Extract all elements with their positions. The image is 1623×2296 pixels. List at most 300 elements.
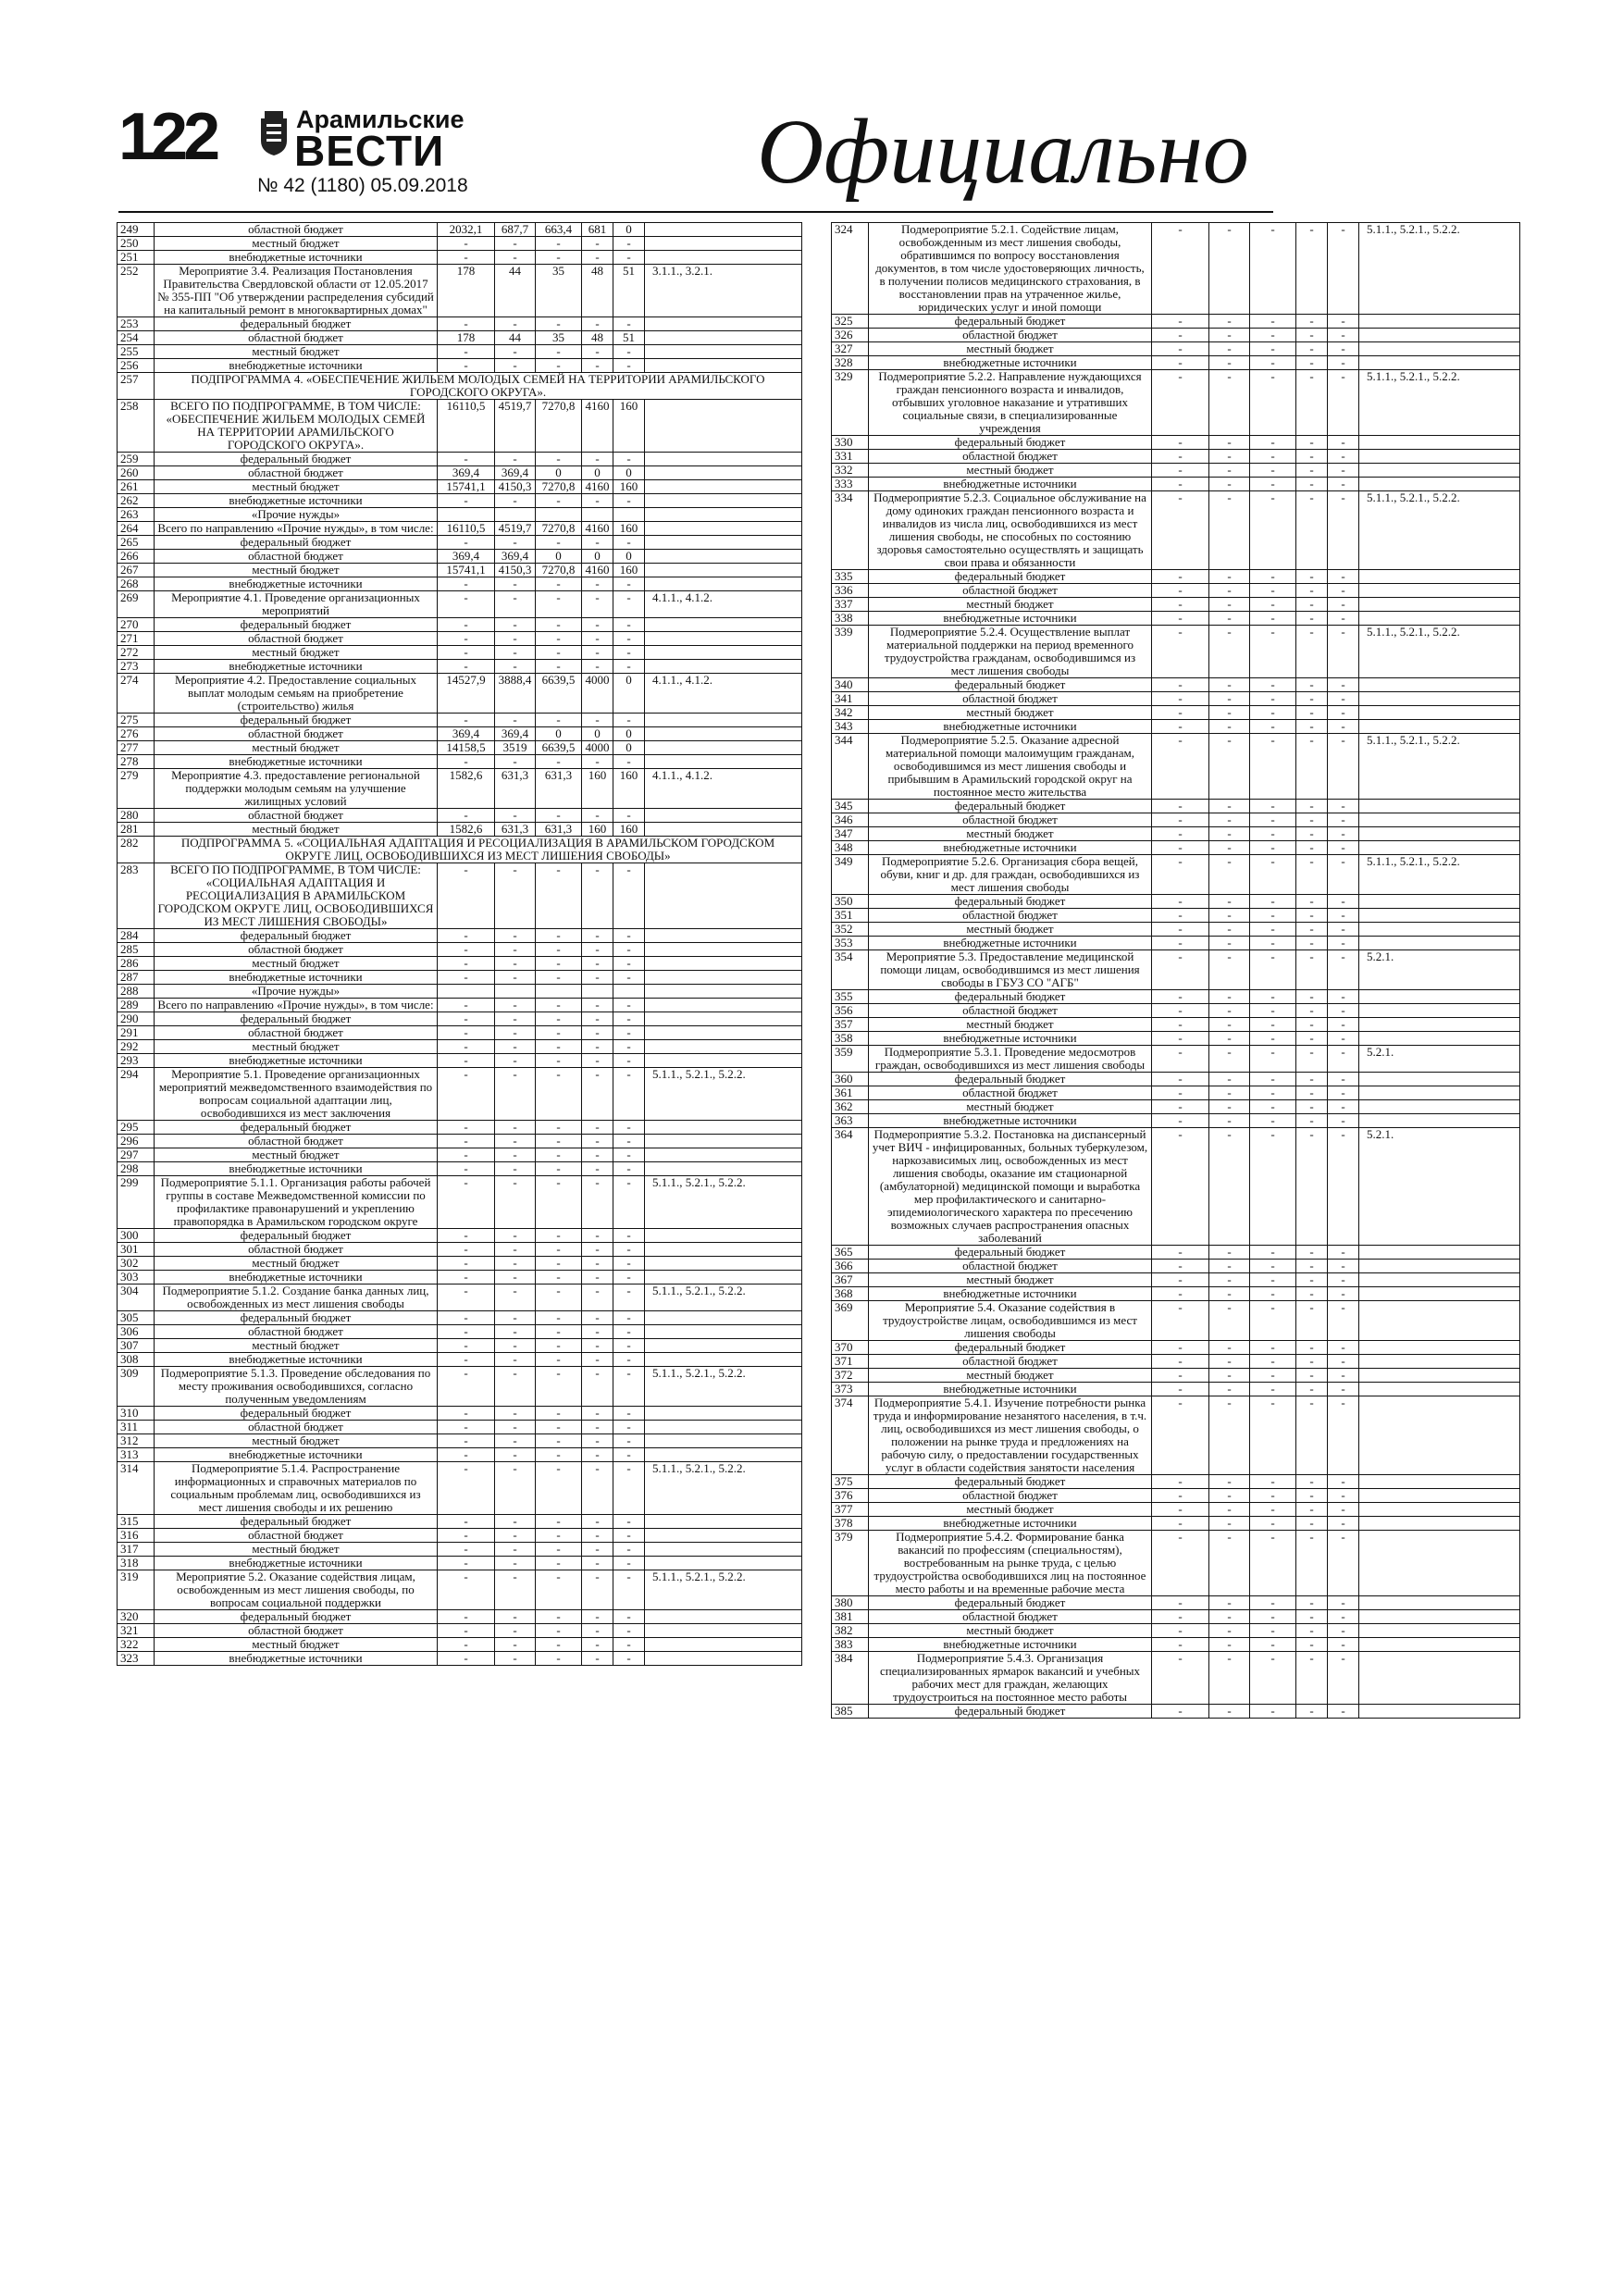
row-name: Мероприятие 5.2. Оказание содействия лицам, освобожденным из мест лишения свободы, по вопросам социальной поддержки [155,1570,438,1610]
amount-cell: - [613,1026,645,1040]
amount-cell: - [582,1243,613,1257]
row-name: федеральный бюджет [155,1515,438,1529]
indicator-codes [645,1040,802,1054]
amount-cell: 16110,5 [438,400,495,453]
row-number: 378 [832,1517,869,1531]
table-row [832,800,1520,813]
indicator-codes [645,741,802,755]
amount-cell: 178 [438,331,495,345]
amount-cell: - [495,660,536,674]
budget-table-right [831,222,1520,1719]
amount-cell: - [1152,1341,1209,1355]
indicator-codes [1359,1341,1520,1355]
amount-cell: - [1250,1046,1296,1073]
row-number: 257 [118,373,155,400]
amount-cell: - [1209,841,1250,855]
indicator-codes [645,957,802,971]
row-name: местный бюджет [869,1018,1152,1032]
amount-cell: - [613,345,645,359]
table-row [832,692,1520,706]
indicator-codes: 5.1.1., 5.2.1., 5.2.2. [645,1462,802,1515]
amount-cell: - [438,929,495,943]
amount-cell: - [1209,895,1250,909]
indicator-codes [645,1652,802,1666]
indicator-codes: 4.1.1., 4.1.2. [645,591,802,618]
amount-cell: - [1209,450,1250,464]
amount-cell: - [438,1610,495,1624]
amount-cell: - [582,577,613,591]
amount-cell: - [495,1135,536,1148]
row-name: внебюджетные источники [155,359,438,373]
row-number: 375 [832,1475,869,1489]
amount-cell: - [1296,1610,1328,1624]
indicator-codes [1359,329,1520,342]
table-row [832,1475,1520,1489]
amount-cell: - [582,494,613,508]
row-number: 350 [832,895,869,909]
amount-cell: - [1296,734,1328,800]
amount-cell: - [1209,1004,1250,1018]
row-number: 348 [832,841,869,855]
amount-cell: - [1209,800,1250,813]
amount-cell: - [1328,491,1359,570]
table-row [118,1407,802,1421]
table-row [118,929,802,943]
amount-cell: 160 [613,480,645,494]
amount-cell: - [495,1325,536,1339]
amount-cell: - [1328,1705,1359,1719]
amount-cell: 6639,5 [536,674,582,714]
amount-cell: 631,3 [495,823,536,837]
row-name: внебюджетные источники [869,478,1152,491]
amount-cell: - [438,1407,495,1421]
amount-cell: - [1250,1128,1296,1246]
indicator-codes [645,646,802,660]
amount-cell: - [536,971,582,985]
amount-cell: - [1209,1383,1250,1396]
indicator-codes: 5.1.1., 5.2.1., 5.2.2. [645,1570,802,1610]
indicator-codes [1359,1246,1520,1260]
amount-cell: - [613,359,645,373]
amount-cell: - [1328,1046,1359,1073]
amount-cell: - [1250,720,1296,734]
amount-cell: - [495,1515,536,1529]
row-name: местный бюджет [155,564,438,577]
indicator-codes [1359,584,1520,598]
table-row [832,1004,1520,1018]
row-number: 255 [118,345,155,359]
amount-cell: - [438,1557,495,1570]
row-name: местный бюджет [155,1543,438,1557]
amount-cell: - [582,1638,613,1652]
amount-cell: - [582,1229,613,1243]
table-row [832,909,1520,923]
amount-cell: - [438,359,495,373]
table-row [118,1557,802,1570]
amount-cell: - [1250,813,1296,827]
amount-cell: - [536,1026,582,1040]
row-name: Мероприятие 4.2. Предоставление социальных выплат молодым семьям на приобретение (строительство) жилья [155,674,438,714]
table-row [118,1353,802,1367]
amount-cell: 663,4 [536,223,582,237]
row-number: 357 [832,1018,869,1032]
amount-cell: - [1209,1032,1250,1046]
row-number: 259 [118,453,155,466]
amount-cell: - [536,929,582,943]
amount-cell: - [1152,990,1209,1004]
amount-cell [613,508,645,522]
amount-cell: 0 [536,550,582,564]
indicator-codes [1359,720,1520,734]
indicator-codes [1359,909,1520,923]
row-name: внебюджетные источники [869,1517,1152,1531]
amount-cell: - [1152,1018,1209,1032]
amount-cell: - [1296,1273,1328,1287]
row-number: 377 [832,1503,869,1517]
amount-cell: - [613,1515,645,1529]
row-name: федеральный бюджет [869,895,1152,909]
amount-cell: - [582,1353,613,1367]
amount-cell: - [1328,1260,1359,1273]
amount-cell: - [495,1040,536,1054]
amount-cell: - [1152,1086,1209,1100]
amount-cell: - [613,1135,645,1148]
table-row [832,1246,1520,1260]
table-row [832,1396,1520,1475]
amount-cell: - [1296,950,1328,990]
amount-cell: - [495,251,536,265]
amount-cell: - [495,1162,536,1176]
indicator-codes [1359,923,1520,937]
amount-cell: - [1250,841,1296,855]
indicator-codes [1359,1383,1520,1396]
amount-cell: - [438,1529,495,1543]
table-row [118,1624,802,1638]
amount-cell: - [1296,1018,1328,1032]
table-row [118,317,802,331]
amount-cell: - [1250,937,1296,950]
indicator-codes [1359,1369,1520,1383]
amount-cell: 48 [582,265,613,317]
amount-cell: 4519,7 [495,400,536,453]
indicator-codes [645,1162,802,1176]
table-row [118,345,802,359]
indicator-codes [1359,1086,1520,1100]
amount-cell: - [1209,923,1250,937]
row-name: федеральный бюджет [155,536,438,550]
indicator-codes [1359,436,1520,450]
amount-cell: - [1209,734,1250,800]
amount-cell: - [1296,315,1328,329]
amount-cell: 0 [536,727,582,741]
indicator-codes [1359,1032,1520,1046]
amount-cell: - [582,237,613,251]
amount-cell: - [613,755,645,769]
amount-cell: 160 [613,769,645,809]
indicator-codes [645,1135,802,1148]
amount-cell: - [1250,598,1296,612]
amount-cell: - [582,1176,613,1229]
amount-cell: - [1250,1610,1296,1624]
row-number: 285 [118,943,155,957]
amount-cell: - [582,1367,613,1407]
amount-cell: - [582,1421,613,1434]
row-name: Подмероприятие 5.4.1. Изучение потребности рынка труда и информирование незанятого населения, в т.ч. лиц, освободившихся из мест лишения свободы, о положении на рынке труда и предложениях на рабочую силу, о предоставлении государственных услуг в области содействия занятости населения [869,1396,1152,1475]
amount-cell: - [1296,1246,1328,1260]
amount-cell: - [536,1367,582,1407]
amount-cell: - [536,359,582,373]
table-row [832,990,1520,1004]
table-row [832,937,1520,950]
amount-cell: - [613,1257,645,1271]
row-name: областной бюджет [869,1610,1152,1624]
row-number: 295 [118,1121,155,1135]
indicator-codes [645,494,802,508]
amount-cell: - [1209,612,1250,626]
amount-cell: 631,3 [536,823,582,837]
amount-cell: - [495,591,536,618]
indicator-codes [1359,1004,1520,1018]
amount-cell: - [1209,813,1250,827]
amount-cell: 4160 [582,400,613,453]
row-name: федеральный бюджет [155,1610,438,1624]
table-row [118,536,802,550]
indicator-codes [645,508,802,522]
row-name: областной бюджет [869,1355,1152,1369]
indicator-codes [1359,1624,1520,1638]
table-row [118,1054,802,1068]
amount-cell: - [1152,491,1209,570]
amount-cell: - [1152,895,1209,909]
row-name: внебюджетные источники [155,494,438,508]
amount-cell: - [1328,1369,1359,1383]
table-row [118,727,802,741]
amount-cell: - [1209,1638,1250,1652]
amount-cell: 0 [582,550,613,564]
amount-cell: - [1296,909,1328,923]
row-name: местный бюджет [155,480,438,494]
row-name: федеральный бюджет [869,1073,1152,1086]
amount-cell: - [536,1135,582,1148]
amount-cell: - [582,1543,613,1557]
amount-cell: - [536,1257,582,1271]
indicator-codes: 5.2.1. [1359,950,1520,990]
amount-cell: - [613,1176,645,1229]
row-number: 355 [832,990,869,1004]
amount-cell: - [536,1176,582,1229]
row-name: местный бюджет [155,1434,438,1448]
table-row [118,1040,802,1054]
amount-cell: - [1209,1301,1250,1341]
indicator-codes [645,577,802,591]
table-row [832,1624,1520,1638]
row-name: Мероприятие 4.1. Проведение организационных мероприятий [155,591,438,618]
amount-cell: - [613,591,645,618]
amount-cell: - [1250,1383,1296,1396]
amount-cell: - [613,809,645,823]
amount-cell: - [613,1407,645,1421]
amount-cell: - [495,957,536,971]
amount-cell: - [438,1462,495,1515]
indicator-codes [645,1339,802,1353]
amount-cell: - [1296,678,1328,692]
table-row [118,1448,802,1462]
amount-cell: 44 [495,265,536,317]
row-number: 310 [118,1407,155,1421]
amount-cell: - [582,251,613,265]
amount-cell: - [1296,478,1328,491]
row-name: внебюджетные источники [155,251,438,265]
amount-cell: - [1328,827,1359,841]
row-name: внебюджетные источники [155,577,438,591]
amount-cell: 15741,1 [438,480,495,494]
amount-cell: - [1250,1073,1296,1086]
amount-cell [495,985,536,999]
table-row [832,1503,1520,1517]
amount-cell: - [613,1421,645,1434]
amount-cell: - [438,755,495,769]
amount-cell: - [1152,223,1209,315]
amount-cell: - [1328,1383,1359,1396]
amount-cell [582,985,613,999]
amount-cell: - [1328,478,1359,491]
table-row [118,251,802,265]
amount-cell: 4150,3 [495,564,536,577]
row-name: местный бюджет [869,1100,1152,1114]
amount-cell: - [495,345,536,359]
row-number: 347 [832,827,869,841]
amount-cell: - [1152,598,1209,612]
indicator-codes [645,971,802,985]
row-number: 351 [832,909,869,923]
indicator-codes [645,1026,802,1040]
amount-cell: - [613,237,645,251]
amount-cell: - [1296,937,1328,950]
table-row [118,359,802,373]
amount-cell: - [1250,950,1296,990]
row-number: 369 [832,1301,869,1341]
amount-cell: - [438,1285,495,1311]
amount-cell: - [536,646,582,660]
amount-cell: - [1209,1018,1250,1032]
row-number: 346 [832,813,869,827]
row-name: областной бюджет [869,1086,1152,1100]
amount-cell: - [1296,990,1328,1004]
amount-cell: - [495,1610,536,1624]
amount-cell: - [1296,450,1328,464]
table-row [118,1570,802,1610]
amount-cell: - [1250,570,1296,584]
amount-cell: - [582,1285,613,1311]
indicator-codes [1359,464,1520,478]
amount-cell: - [1250,342,1296,356]
amount-cell: - [495,929,536,943]
amount-cell: - [1250,1705,1296,1719]
table-row [832,1355,1520,1369]
amount-cell: - [1328,1517,1359,1531]
amount-cell: 0 [613,223,645,237]
amount-cell: 51 [613,265,645,317]
row-name: внебюджетные источники [869,1114,1152,1128]
row-number: 261 [118,480,155,494]
row-name: областной бюджет [155,632,438,646]
table-row [118,837,802,863]
amount-cell: - [1250,370,1296,436]
amount-cell: - [613,1462,645,1515]
amount-cell: - [1296,1004,1328,1018]
amount-cell: - [536,591,582,618]
amount-cell: - [495,1624,536,1638]
table-row [832,1018,1520,1032]
amount-cell: - [495,1638,536,1652]
row-number: 281 [118,823,155,837]
row-name: Подмероприятие 5.1.2. Создание банка данных лиц, освобожденных из мест лишения свободы [155,1285,438,1311]
row-name: местный бюджет [155,823,438,837]
amount-cell: - [536,1624,582,1638]
row-name: местный бюджет [869,1624,1152,1638]
row-number: 315 [118,1515,155,1529]
indicator-codes [1359,813,1520,827]
amount-cell: - [1250,1260,1296,1273]
amount-cell: - [536,1311,582,1325]
table-row [118,863,802,929]
amount-cell: - [1328,1341,1359,1355]
row-number: 329 [832,370,869,436]
amount-cell: - [438,494,495,508]
row-number: 344 [832,734,869,800]
issue-info: № 42 (1180) 05.09.2018 [257,175,468,196]
amount-cell: - [1328,950,1359,990]
amount-cell: - [1152,1273,1209,1287]
row-name: федеральный бюджет [869,1475,1152,1489]
row-name: федеральный бюджет [869,1246,1152,1260]
row-name: внебюджетные источники [155,1652,438,1666]
amount-cell: - [1152,1596,1209,1610]
amount-cell: - [1250,478,1296,491]
indicator-codes: 5.1.1., 5.2.1., 5.2.2. [1359,370,1520,436]
table-row [832,1128,1520,1246]
row-name: местный бюджет [155,1339,438,1353]
amount-cell: - [1328,909,1359,923]
table-row [118,265,802,317]
amount-cell: - [536,1434,582,1448]
row-number: 328 [832,356,869,370]
amount-cell: - [536,1271,582,1285]
row-number: 382 [832,1624,869,1638]
indicator-codes [1359,1503,1520,1517]
row-number: 366 [832,1260,869,1273]
amount-cell: 0 [536,466,582,480]
indicator-codes [1359,1652,1520,1705]
amount-cell: - [613,660,645,674]
amount-cell: - [1152,678,1209,692]
table-row [832,1086,1520,1100]
amount-cell: - [1296,706,1328,720]
table-row [118,632,802,646]
amount-cell: - [1209,990,1250,1004]
amount-cell: - [613,1148,645,1162]
amount-cell: 631,3 [495,769,536,809]
row-number: 340 [832,678,869,692]
table-row [832,1652,1520,1705]
row-number: 290 [118,1012,155,1026]
amount-cell: 1582,6 [438,769,495,809]
amount-cell: - [1296,598,1328,612]
amount-cell: - [536,251,582,265]
indicator-codes: 5.1.1., 5.2.1., 5.2.2. [1359,626,1520,678]
amount-cell: - [1152,1638,1209,1652]
amount-cell: 35 [536,265,582,317]
